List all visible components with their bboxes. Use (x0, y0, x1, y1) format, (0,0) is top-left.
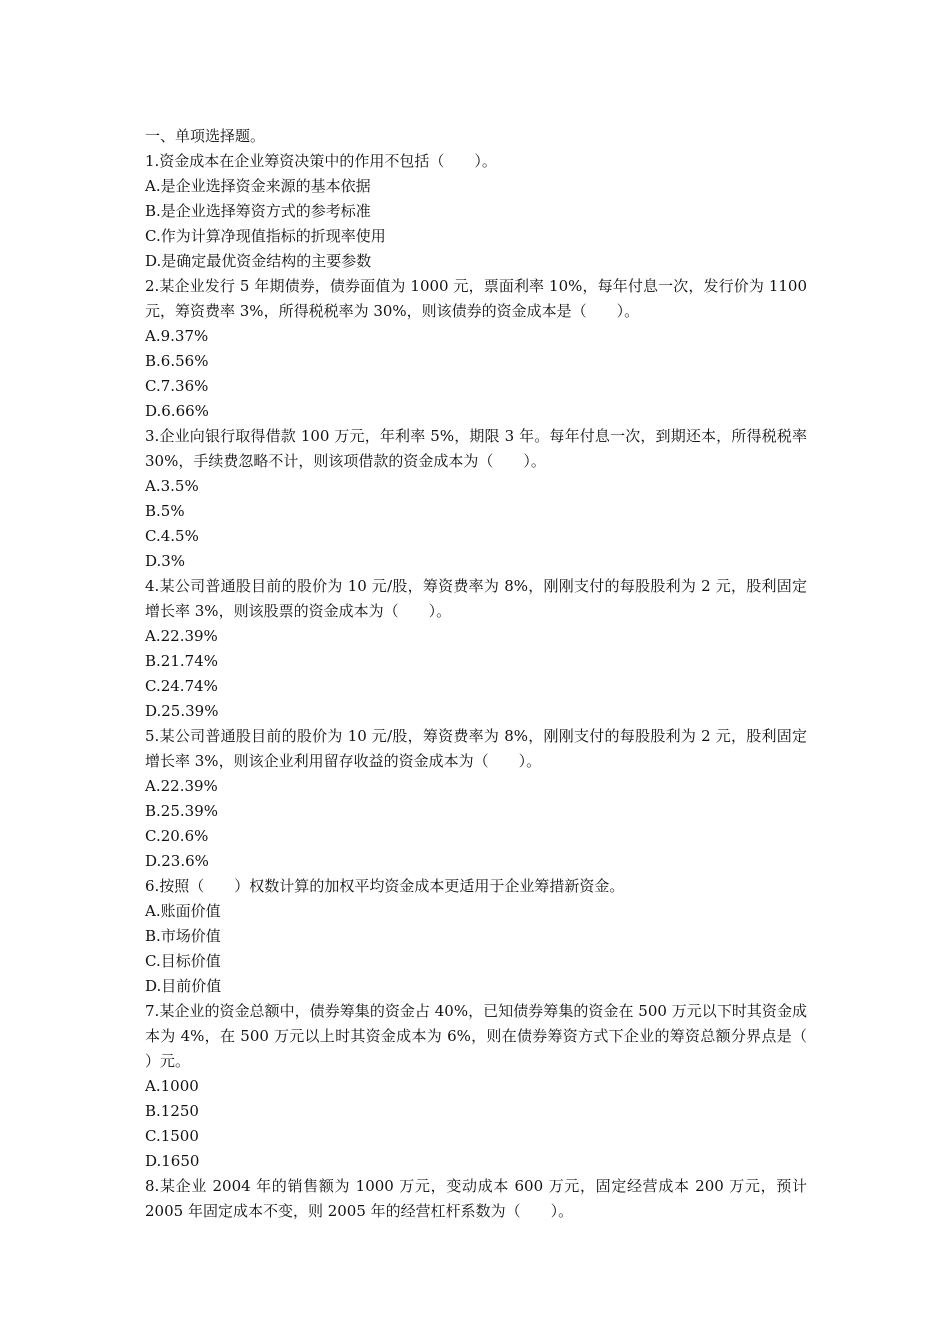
question-8-stem: 8.某企业 2004 年的销售额为 1000 万元，变动成本 600 万元，固定经营成本 200 万元，预计 2005 年固定成本不变，则 2005 年的经营杠杆系数为（ ）。 (145, 1177, 807, 1220)
question-1-option-a: A.是企业选择资金来源的基本依据 (145, 177, 371, 195)
question-6-option-d: D.目前价值 (145, 977, 222, 995)
question-5-stem: 5.某公司普通股目前的股价为 10 元/股，筹资费率为 8%，刚刚支付的每股股利为 2 元，股利固定增长率 3%，则该企业利用留存收益的资金成本为（ ）。 (145, 727, 807, 770)
question-5-option-a: A.22.39% (145, 777, 218, 795)
question-4-option-d: D.25.39% (145, 702, 219, 720)
question-6-option-c: C.目标价值 (145, 952, 221, 970)
question-5-option-c: C.20.6% (145, 827, 209, 845)
question-7-option-a: A.1000 (145, 1077, 199, 1095)
question-7-option-d: D.1650 (145, 1152, 200, 1170)
question-4-option-a: A.22.39% (145, 627, 218, 645)
question-3-option-c: C.4.5% (145, 527, 199, 545)
question-1-option-b: B.是企业选择筹资方式的参考标准 (145, 202, 371, 220)
question-3-stem: 3.企业向银行取得借款 100 万元，年利率 5%，期限 3 年。每年付息一次，到期还本，所得税税率 30%，手续费忽略不计，则该项借款的资金成本为（ ）。 (145, 427, 807, 470)
question-6-option-a: A.账面价值 (145, 902, 221, 920)
question-5-option-d: D.23.6% (145, 852, 209, 870)
question-4-stem: 4.某公司普通股目前的股价为 10 元/股，筹资费率为 8%，刚刚支付的每股股利为 2 元，股利固定增长率 3%，则该股票的资金成本为（ ）。 (145, 577, 807, 620)
question-1-stem: 1.资金成本在企业筹资决策中的作用不包括（ ）。 (145, 152, 497, 170)
question-5-option-b: B.25.39% (145, 802, 218, 820)
document-body (145, 124, 807, 1224)
question-4-option-c: C.24.74% (145, 677, 218, 695)
question-2-option-d: D.6.66% (145, 402, 209, 420)
question-2-option-a: A.9.37% (145, 327, 209, 345)
question-6-option-b: B.市场价值 (145, 927, 221, 945)
question-3-option-d: D.3% (145, 552, 186, 570)
question-7-stem: 7.某企业的资金总额中，债券筹集的资金占 40%，已知债券筹集的资金在 500 万元以下时其资金成本为 4%，在 500 万元以上时其资金成本为 6%，则在债券筹资方式下企业的筹资总额分界点是（ ）元。 (145, 1002, 807, 1070)
section-heading: 一、单项选择题。 (145, 127, 266, 145)
question-3-option-b: B.5% (145, 502, 185, 520)
question-1-option-d: D.是确定最优资金结构的主要参数 (145, 252, 372, 270)
question-2-option-c: C.7.36% (145, 377, 209, 395)
question-3-option-a: A.3.5% (145, 477, 199, 495)
question-1-option-c: C.作为计算净现值指标的折现率使用 (145, 227, 386, 245)
question-7-option-c: C.1500 (145, 1127, 199, 1145)
question-4-option-b: B.21.74% (145, 652, 218, 670)
question-2-option-b: B.6.56% (145, 352, 209, 370)
question-2-stem: 2.某企业发行 5 年期债券，债券面值为 1000 元，票面利率 10%，每年付息一次，发行价为 1100 元，筹资费率 3%，所得税税率为 30%，则该债券的资金成本是（ ）。 (145, 277, 807, 320)
question-6-stem: 6.按照（ ）权数计算的加权平均资金成本更适用于企业筹措新资金。 (145, 877, 625, 895)
question-7-option-b: B.1250 (145, 1102, 199, 1120)
